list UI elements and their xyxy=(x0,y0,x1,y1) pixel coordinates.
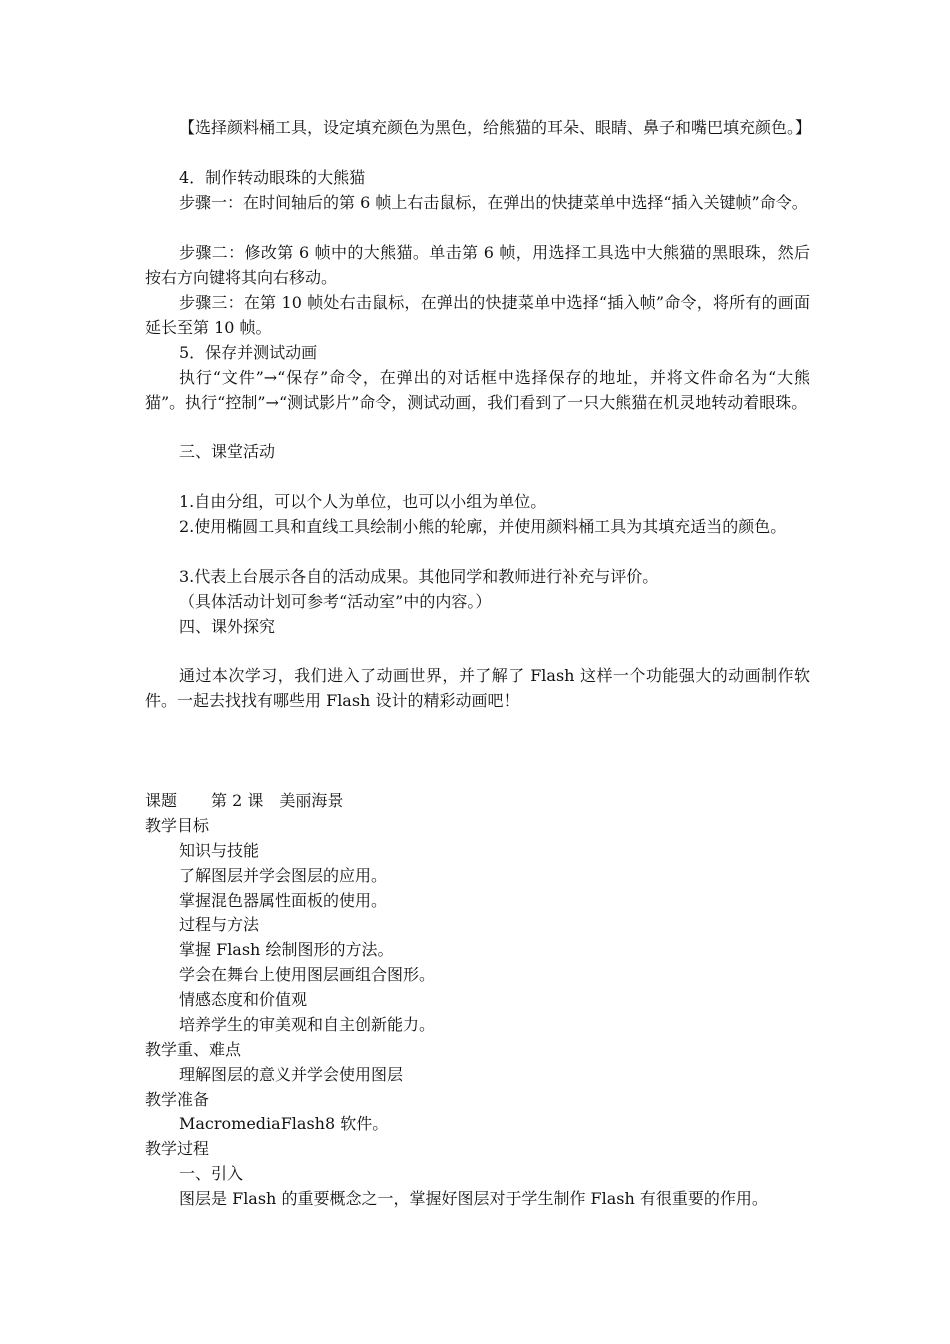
section-4-heading: 四、课外探究 xyxy=(179,617,276,636)
activity-1: 1.自由分组，可以个人为单位，也可以小组为单位。 xyxy=(179,492,547,511)
process-label: 过程与方法 xyxy=(179,915,260,934)
knowledge-item-2: 掌握混色器属性面板的使用。 xyxy=(179,891,388,910)
intro-paragraph: 图层是 Flash 的重要概念之一，掌握好图层对于学生制作 Flash 有很重要的作用。 xyxy=(179,1189,768,1208)
preparation-item: MacromediaFlash8 软件。 xyxy=(179,1114,389,1133)
process-item-2: 学会在舞台上使用图层画组合图形。 xyxy=(179,965,436,984)
emotion-item-1: 培养学生的审美观和自主创新能力。 xyxy=(179,1015,436,1034)
activity-note: （具体活动计划可参考“活动室”中的内容。） xyxy=(179,592,492,611)
step-2-paragraph: 步骤二：修改第 6 帧中的大熊猫。单击第 6 帧，用选择工具选中大熊猫的黑眼珠，然后按右方向键将其向右移动。 xyxy=(145,243,810,287)
save-test-paragraph: 执行“文件”→“保存”命令，在弹出的对话框中选择保存的地址，并将文件命名为“大熊猫”。执行“控制”→“测试影片”命令，测试动画，我们看到了一只大熊猫在机灵地转动着眼珠。 xyxy=(145,368,810,412)
section-5-title: 5．保存并测试动画 xyxy=(179,343,318,362)
activity-3: 3.代表上台展示各自的活动成果。其他同学和教师进行补充与评价。 xyxy=(179,567,659,586)
preparation-label: 教学准备 xyxy=(145,1090,210,1109)
section-3-heading: 三、课堂活动 xyxy=(179,442,276,461)
key-points-item: 理解图层的意义并学会使用图层 xyxy=(179,1065,404,1084)
section-4-title: 4．制作转动眼珠的大熊猫 xyxy=(179,168,366,187)
key-points-label: 教学重、难点 xyxy=(145,1040,242,1059)
step-3-paragraph: 步骤三：在第 10 帧处右击鼠标，在弹出的快捷菜单中选择“插入帧”命令，将所有的画面延长至第 10 帧。 xyxy=(145,293,810,337)
goals-label: 教学目标 xyxy=(145,816,210,835)
knowledge-item-1: 了解图层并学会图层的应用。 xyxy=(179,866,388,885)
topic-value: 第 2 课 美丽海景 xyxy=(211,791,344,810)
step-1-paragraph: 步骤一：在时间轴后的第 6 帧上右击鼠标，在弹出的快捷菜单中选择“插入关键帧”命令。 xyxy=(179,193,808,212)
knowledge-label: 知识与技能 xyxy=(179,841,260,860)
topic-label: 课题 xyxy=(145,791,178,810)
fill-color-paragraph: 【选择颜料桶工具，设定填充颜色为黑色，给熊猫的耳朵、眼睛、鼻子和嘴巴填充颜色。】 xyxy=(179,118,812,137)
intro-heading: 一、引入 xyxy=(179,1164,244,1183)
activity-2: 2.使用椭圆工具和直线工具绘制小熊的轮廓，并使用颜料桶工具为其填充适当的颜色。 xyxy=(179,517,787,536)
explore-paragraph: 通过本次学习，我们进入了动画世界，并了解了 Flash 这样一个功能强大的动画制作软件。一起去找找有哪些用 Flash 设计的精彩动画吧！ xyxy=(145,666,810,710)
emotion-label: 情感态度和价值观 xyxy=(179,990,308,1009)
process-item-1: 掌握 Flash 绘制图形的方法。 xyxy=(179,940,394,959)
topic-row xyxy=(145,788,810,813)
teaching-process-label: 教学过程 xyxy=(145,1139,210,1158)
